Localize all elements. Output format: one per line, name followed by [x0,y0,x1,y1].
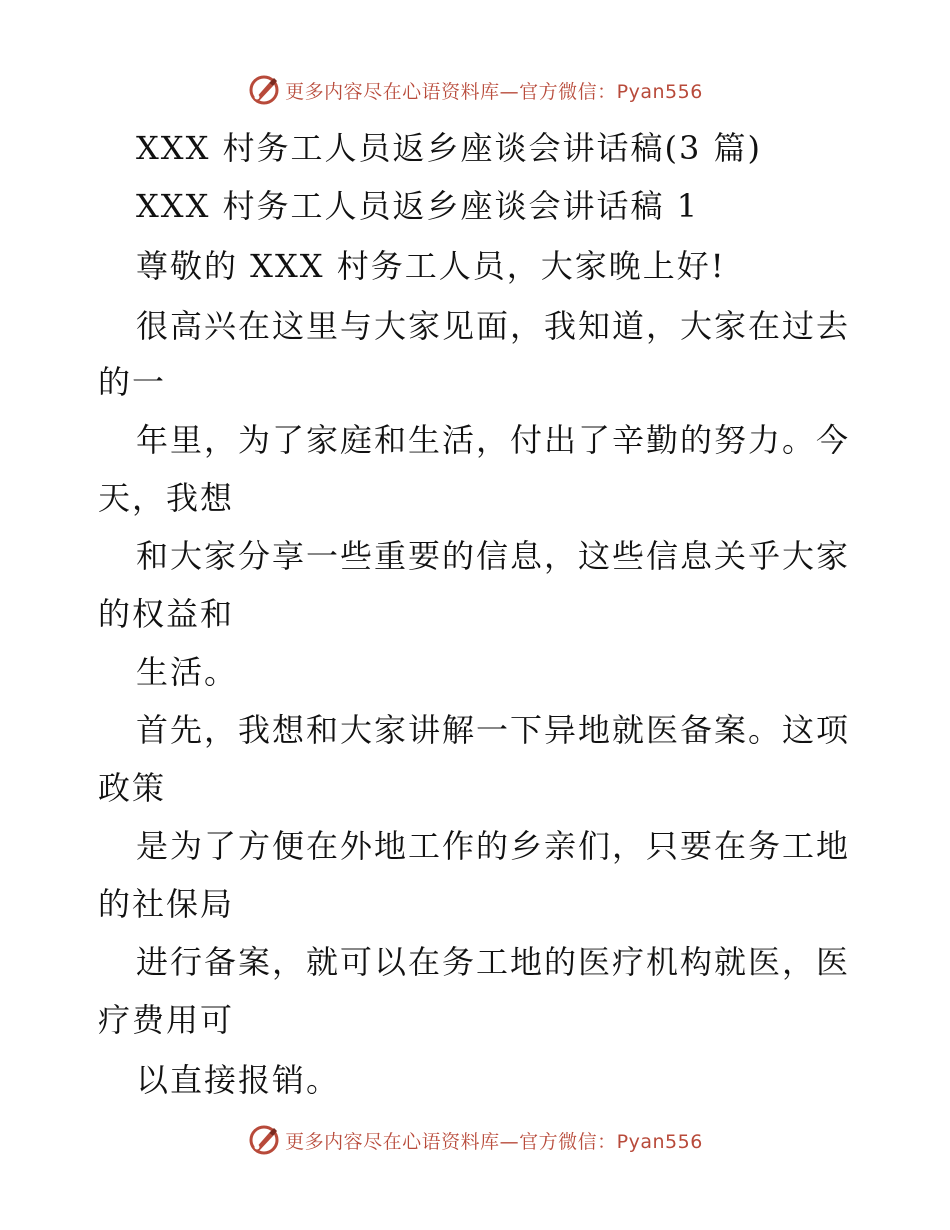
paragraph-line: 很高兴在这里与大家见面，我知道，大家在过去 [136,307,851,345]
paragraph-line: 首先，我想和大家讲解一下异地就医备案。这项 [136,711,851,749]
paragraph-line: 政策 [98,769,167,807]
paragraph-line: 疗费用可 [98,1001,235,1039]
header-watermark [0,70,950,110]
footer-watermark [0,1120,950,1160]
watermark-text: 更多内容尽在心语资料库—官方微信：Pyan556 [285,1130,703,1153]
paragraph-line: 进行备案，就可以在务工地的医疗机构就医，医 [136,943,851,981]
paragraph-line: 以直接报销。 [136,1061,341,1099]
section-heading: XXX 村务工人员返乡座谈会讲话稿 1 [136,187,700,225]
paragraph-line: 的社保局 [98,885,235,923]
watermark-text: 更多内容尽在心语资料库—官方微信：Pyan556 [285,80,703,103]
brush-pen-logo-icon [247,1123,281,1157]
paragraph-line: 生活。 [136,653,239,691]
document-title: XXX 村务工人员返乡座谈会讲话稿(3 篇) [136,129,763,167]
paragraph-line: 年里，为了家庭和生活，付出了辛勤的努力。今 [136,421,851,459]
paragraph-line: 是为了方便在外地工作的乡亲们，只要在务工地 [136,827,851,865]
brush-pen-logo-icon [247,73,281,107]
paragraph-line: 天，我想 [98,479,235,517]
paragraph-line: 的一 [98,363,167,401]
paragraph-line: 和大家分享一些重要的信息，这些信息关乎大家 [136,537,851,575]
paragraph-line: 的权益和 [98,595,235,633]
salutation: 尊敬的 XXX 村务工人员，大家晚上好! [136,247,726,285]
